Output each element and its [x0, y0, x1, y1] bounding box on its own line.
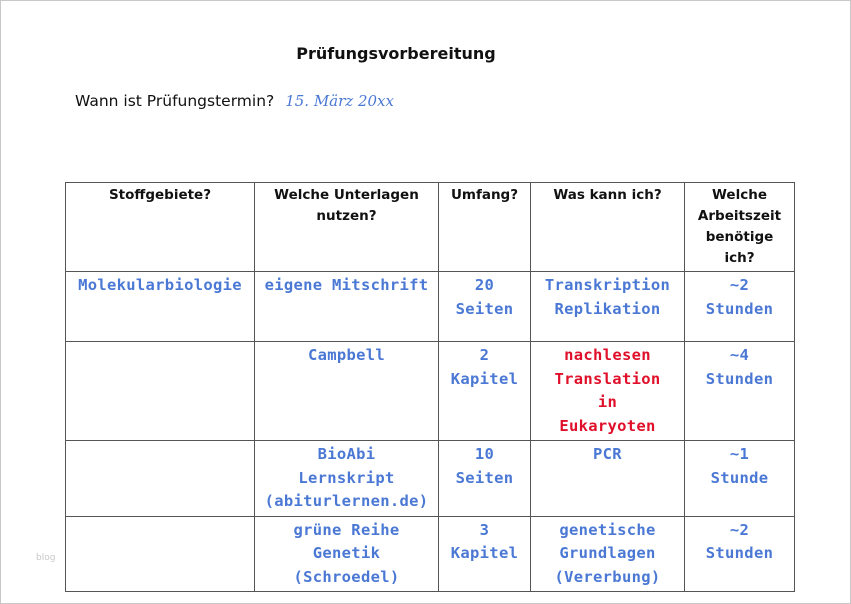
source-cell	[255, 272, 439, 342]
scope-cell	[439, 342, 531, 441]
time-line: Stunden	[705, 299, 774, 318]
source-cell	[255, 441, 439, 517]
scope-line: 10	[474, 445, 495, 463]
time-line: ~1	[729, 445, 750, 463]
scope-line: 3	[479, 520, 490, 539]
time-cell	[685, 272, 795, 342]
scope-line: 20	[474, 276, 495, 294]
time-cell	[685, 342, 795, 441]
table-body	[66, 272, 795, 592]
scope-cell	[439, 272, 531, 342]
exam-date-label: Wann ist Prüfungstermin?	[75, 92, 275, 110]
scope-cell	[439, 441, 531, 517]
scope-cell	[439, 516, 531, 592]
known-line: genetische	[559, 520, 656, 539]
table-row	[66, 272, 795, 342]
topic-cell	[66, 516, 255, 592]
known-line: nachlesen	[564, 346, 651, 364]
source-cell	[255, 342, 439, 441]
time-cell	[685, 516, 795, 592]
known-line: Grundlagen	[559, 544, 656, 562]
time-line: Stunden	[705, 544, 774, 562]
header-line: Welche Unterlagen	[274, 187, 419, 203]
header-line: Welche	[712, 187, 767, 203]
exam-date-answer: 15. März 20xx	[285, 92, 394, 110]
known-line: in	[597, 393, 618, 411]
known-line: Transkription	[544, 276, 671, 294]
scope-line: Seiten	[455, 299, 514, 318]
study-plan-table	[65, 182, 795, 592]
known-cell	[531, 272, 685, 342]
known-line: Replikation	[554, 299, 661, 318]
header-line: Umfang?	[450, 187, 519, 203]
topic-cell	[66, 272, 255, 342]
known-line: PCR	[593, 445, 622, 463]
header-line: nutzen?	[316, 208, 377, 224]
header-line: benötige	[705, 229, 774, 245]
table-row	[66, 441, 795, 517]
known-cell	[531, 441, 685, 517]
header-line: Stoffgebiete?	[108, 187, 212, 203]
source-line: (Schroedel)	[293, 567, 400, 586]
header-scope	[439, 183, 531, 272]
source-line: Genetik	[312, 544, 381, 562]
topic-line: Molekularbiologie	[78, 276, 242, 294]
time-line: Stunden	[705, 369, 774, 388]
source-line: Lernskript	[298, 468, 395, 487]
page-title: Prüfungsvorbereitung	[296, 44, 496, 63]
header-line: Was kann ich?	[553, 187, 662, 203]
time-cell	[685, 441, 795, 517]
header-line: Arbeitszeit	[697, 208, 782, 224]
topic-cell	[66, 342, 255, 441]
known-cell	[531, 342, 685, 441]
header-topics	[66, 183, 255, 272]
scope-line: Kapitel	[450, 544, 519, 562]
source-line: BioAbi	[317, 445, 376, 463]
source-line: (abiturlernen.de)	[264, 492, 429, 510]
table-header-row	[66, 183, 795, 272]
known-line: Translation	[554, 369, 661, 388]
exam-date-question	[75, 92, 394, 110]
source-line: eigene Mitschrift	[264, 276, 429, 294]
header-known	[531, 183, 685, 272]
topic-cell	[66, 441, 255, 517]
header-sources	[255, 183, 439, 272]
known-line: (Vererbung)	[554, 567, 661, 586]
scope-line: 2	[479, 346, 490, 364]
header-time	[685, 183, 795, 272]
table-row	[66, 342, 795, 441]
known-line: Eukaryoten	[559, 416, 656, 435]
time-line: ~4	[729, 346, 750, 364]
source-line: grüne Reihe	[293, 520, 400, 539]
time-line: Stunde	[710, 468, 769, 487]
source-line: Campbell	[307, 346, 386, 364]
scope-line: Kapitel	[450, 369, 519, 388]
known-cell	[531, 516, 685, 592]
table-row	[66, 516, 795, 592]
source-cell	[255, 516, 439, 592]
watermark: blog	[36, 553, 56, 563]
scope-line: Seiten	[455, 468, 514, 487]
time-line: ~2	[729, 276, 750, 294]
time-line: ~2	[729, 520, 750, 539]
header-line: ich?	[724, 250, 755, 266]
